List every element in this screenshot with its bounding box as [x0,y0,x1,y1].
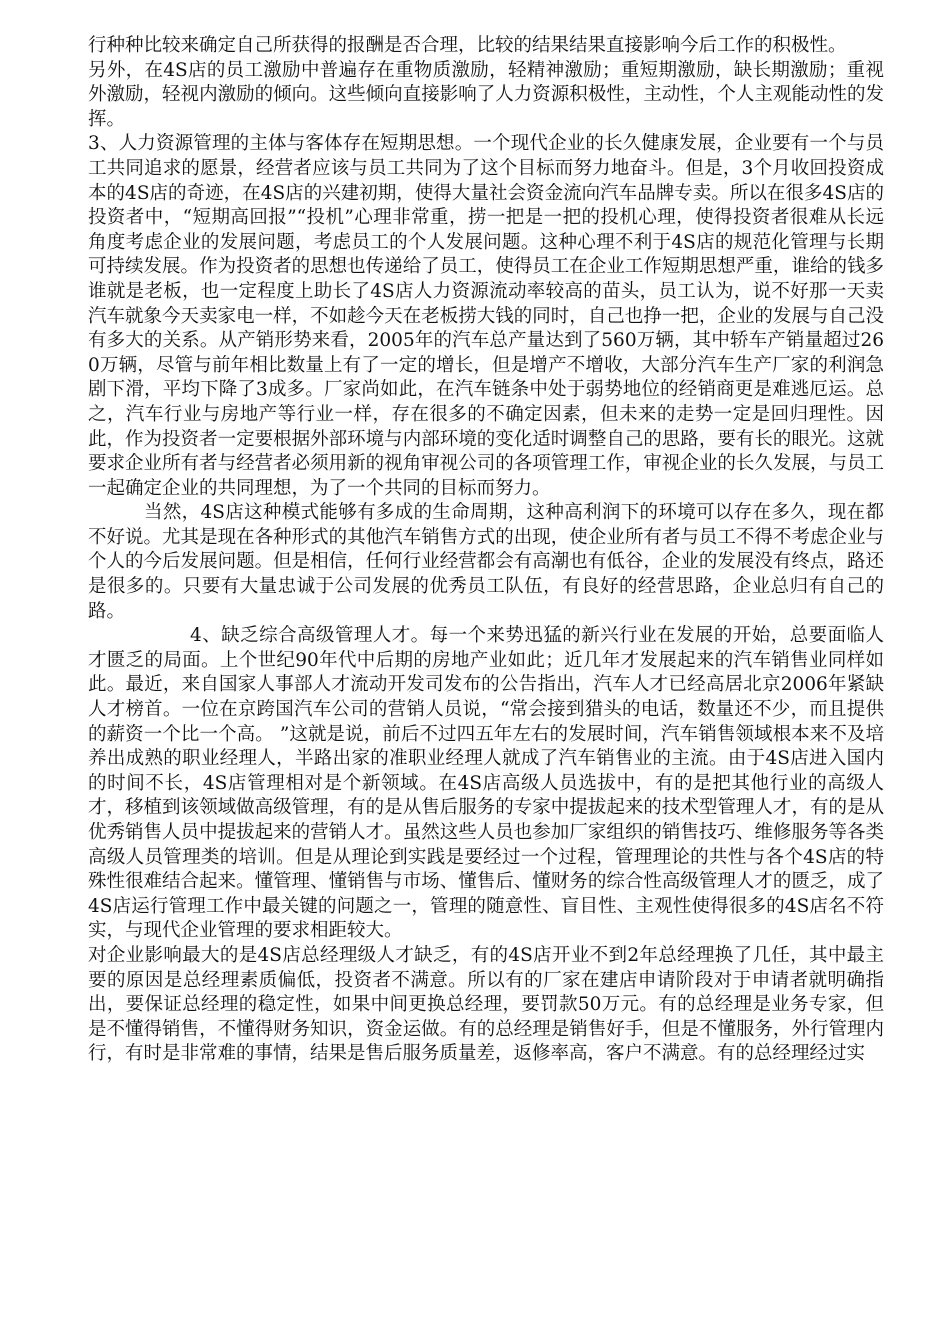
paragraph-lifecycle: 当然，4S店这种模式能够有多成的生命周期，这种高利润下的环境可以存在多久，现在都不好说。尤其是现在各种形式的其他汽车销售方式的出现，使企业所有者与员工不得不考虑企业与个人的今后发展问题。但是相信，任何行业经营都会有高潮也有低谷，企业的发展没有终点，路还是很多的。只要有大量忠诚于公司发展的优秀员工队伍，有良好的经营思路，企业总归有自己的路。 [88,502,884,622]
paragraph-reward-comparison: 行种种比较来确定自己所获得的报酬是否合理，比较的结果结果直接影响今后工作的积极性。 [88,35,847,56]
document-page [88,34,884,1067]
paragraph-incentive-tendency: 另外，在4S店的员工激励中普遍存在重物质激励，轻精神激励；重短期激励，缺长期激励；重视外激励，轻视内激励的倾向。这些倾向直接影响了人力资源积极性，主动性，个人主观能动性的发挥。 [88,59,884,130]
paragraph-talent-shortage: 4、缺乏综合高级管理人才。每一个来势迅猛的新兴行业在发展的开始，总要面临人才匮乏的局面。上个世纪90年代中后期的房地产业如此；近几年才发展起来的汽车销售业同样如此。最近，来自国家人事部人才流动开发司发布的公告指出，汽车人才已经高居北京2006年紧缺人才榜首。一位在京跨国汽车公司的营销人员说，“常会接到猎头的电话，数量还不少，而且提供的薪资一个比一个高。 ”这就是说，前后不过四五年左右的发展时间，汽车销售领域根本来不及培养出成熟的职业经理人，半路出家的准职业经理人就成了汽车销售业的主流。由于4S店进入国内的时间不长，4S店管理相对是个新领域。在4S店高级人员选拔中，有的是把其他行业的高级人才，移植到该领域做高级管理，有的是从售后服务的专家中提拔起来的技术型管理人才，有的是从优秀销售人员中提拔起来的营销人才。虽然这些人员也参加厂家组织的销售技巧、维修服务等各类高级人员管理类的培训。但是从理论到实践是要经过一个过程，管理理论的共性与各个4S店的特殊性很难结合起来。懂管理、懂销售与市场、懂售后、懂财务的综合性高级管理人才的匮乏，成了4S店运行管理工作中最关键的问题之一，管理的随意性、盲目性、主观性使得很多的4S店名不符实，与现代企业管理的要求相距较大。 [88,625,884,942]
paragraph-general-manager: 对企业影响最大的是4S店总经理级人才缺乏，有的4S店开业不到2年总经理换了几任，其中最主要的原因是总经理素质偏低，投资者不满意。所以有的厂家在建店申请阶段对于申请者就明确指出，要保证总经理的稳定性，如果中间更换总经理，要罚款50万元。有的总经理是业务专家，但是不懂得销售，不懂得财务知识，资金运做。有的总经理是销售好手，但是不懂服务，外行管理内行，有时是非常难的事情，结果是售后服务质量差，返修率高，客户不满意。有的总经理经过实 [88,944,884,1065]
paragraph-short-term-thinking: 3、人力资源管理的主体与客体存在短期思想。一个现代企业的长久健康发展，企业要有一个与员工共同追求的愿景，经营者应该与员工共同为了这个目标而努力地奋斗。但是，3个月收回投资成本的4S店的奇迹，在4S店的兴建初期，使得大量社会资金流向汽车品牌专卖。所以在很多4S店的投资者中，“短期高回报”“投机”心理非常重，捞一把是一把的投机心理，使得投资者很难从长远角度考虑企业的发展问题，考虑员工的个人发展问题。这种心理不利于4S店的规范化管理与长期可持续发展。作为投资者的思想也传递给了员工，使得员工在企业工作短期思想严重，谁给的钱多谁就是老板，也一定程度上助长了4S店人力资源流动率较高的苗头，员工认为，说不好那一天卖汽车就象今天卖家电一样，不如趁今天在老板捞大钱的同时，自己也挣一把，企业的发展与自己没有多大的关系。从产销形势来看，2005年的汽车总产量达到了560万辆，其中轿车产销量超过260万辆，尽管与前年相比数量上有了一定的增长，但是增产不增收，大部分汽车生产厂家的利润急剧下滑，平均下降了3成多。厂家尚如此，在汽车链条中处于弱势地位的经销商更是难逃厄运。总之，汽车行业与房地产等行业一样，存在很多的不确定因素，但未来的走势一定是回归理性。因此，作为投资者一定要根据外部环境与内部环境的变化适时调整自己的思路，要有长的眼光。这就要求企业所有者与经营者必须用新的视角审视公司的各项管理工作，审视企业的长久发展，与员工一起确定企业的共同理想，为了一个共同的目标而努力。 [88,133,884,499]
